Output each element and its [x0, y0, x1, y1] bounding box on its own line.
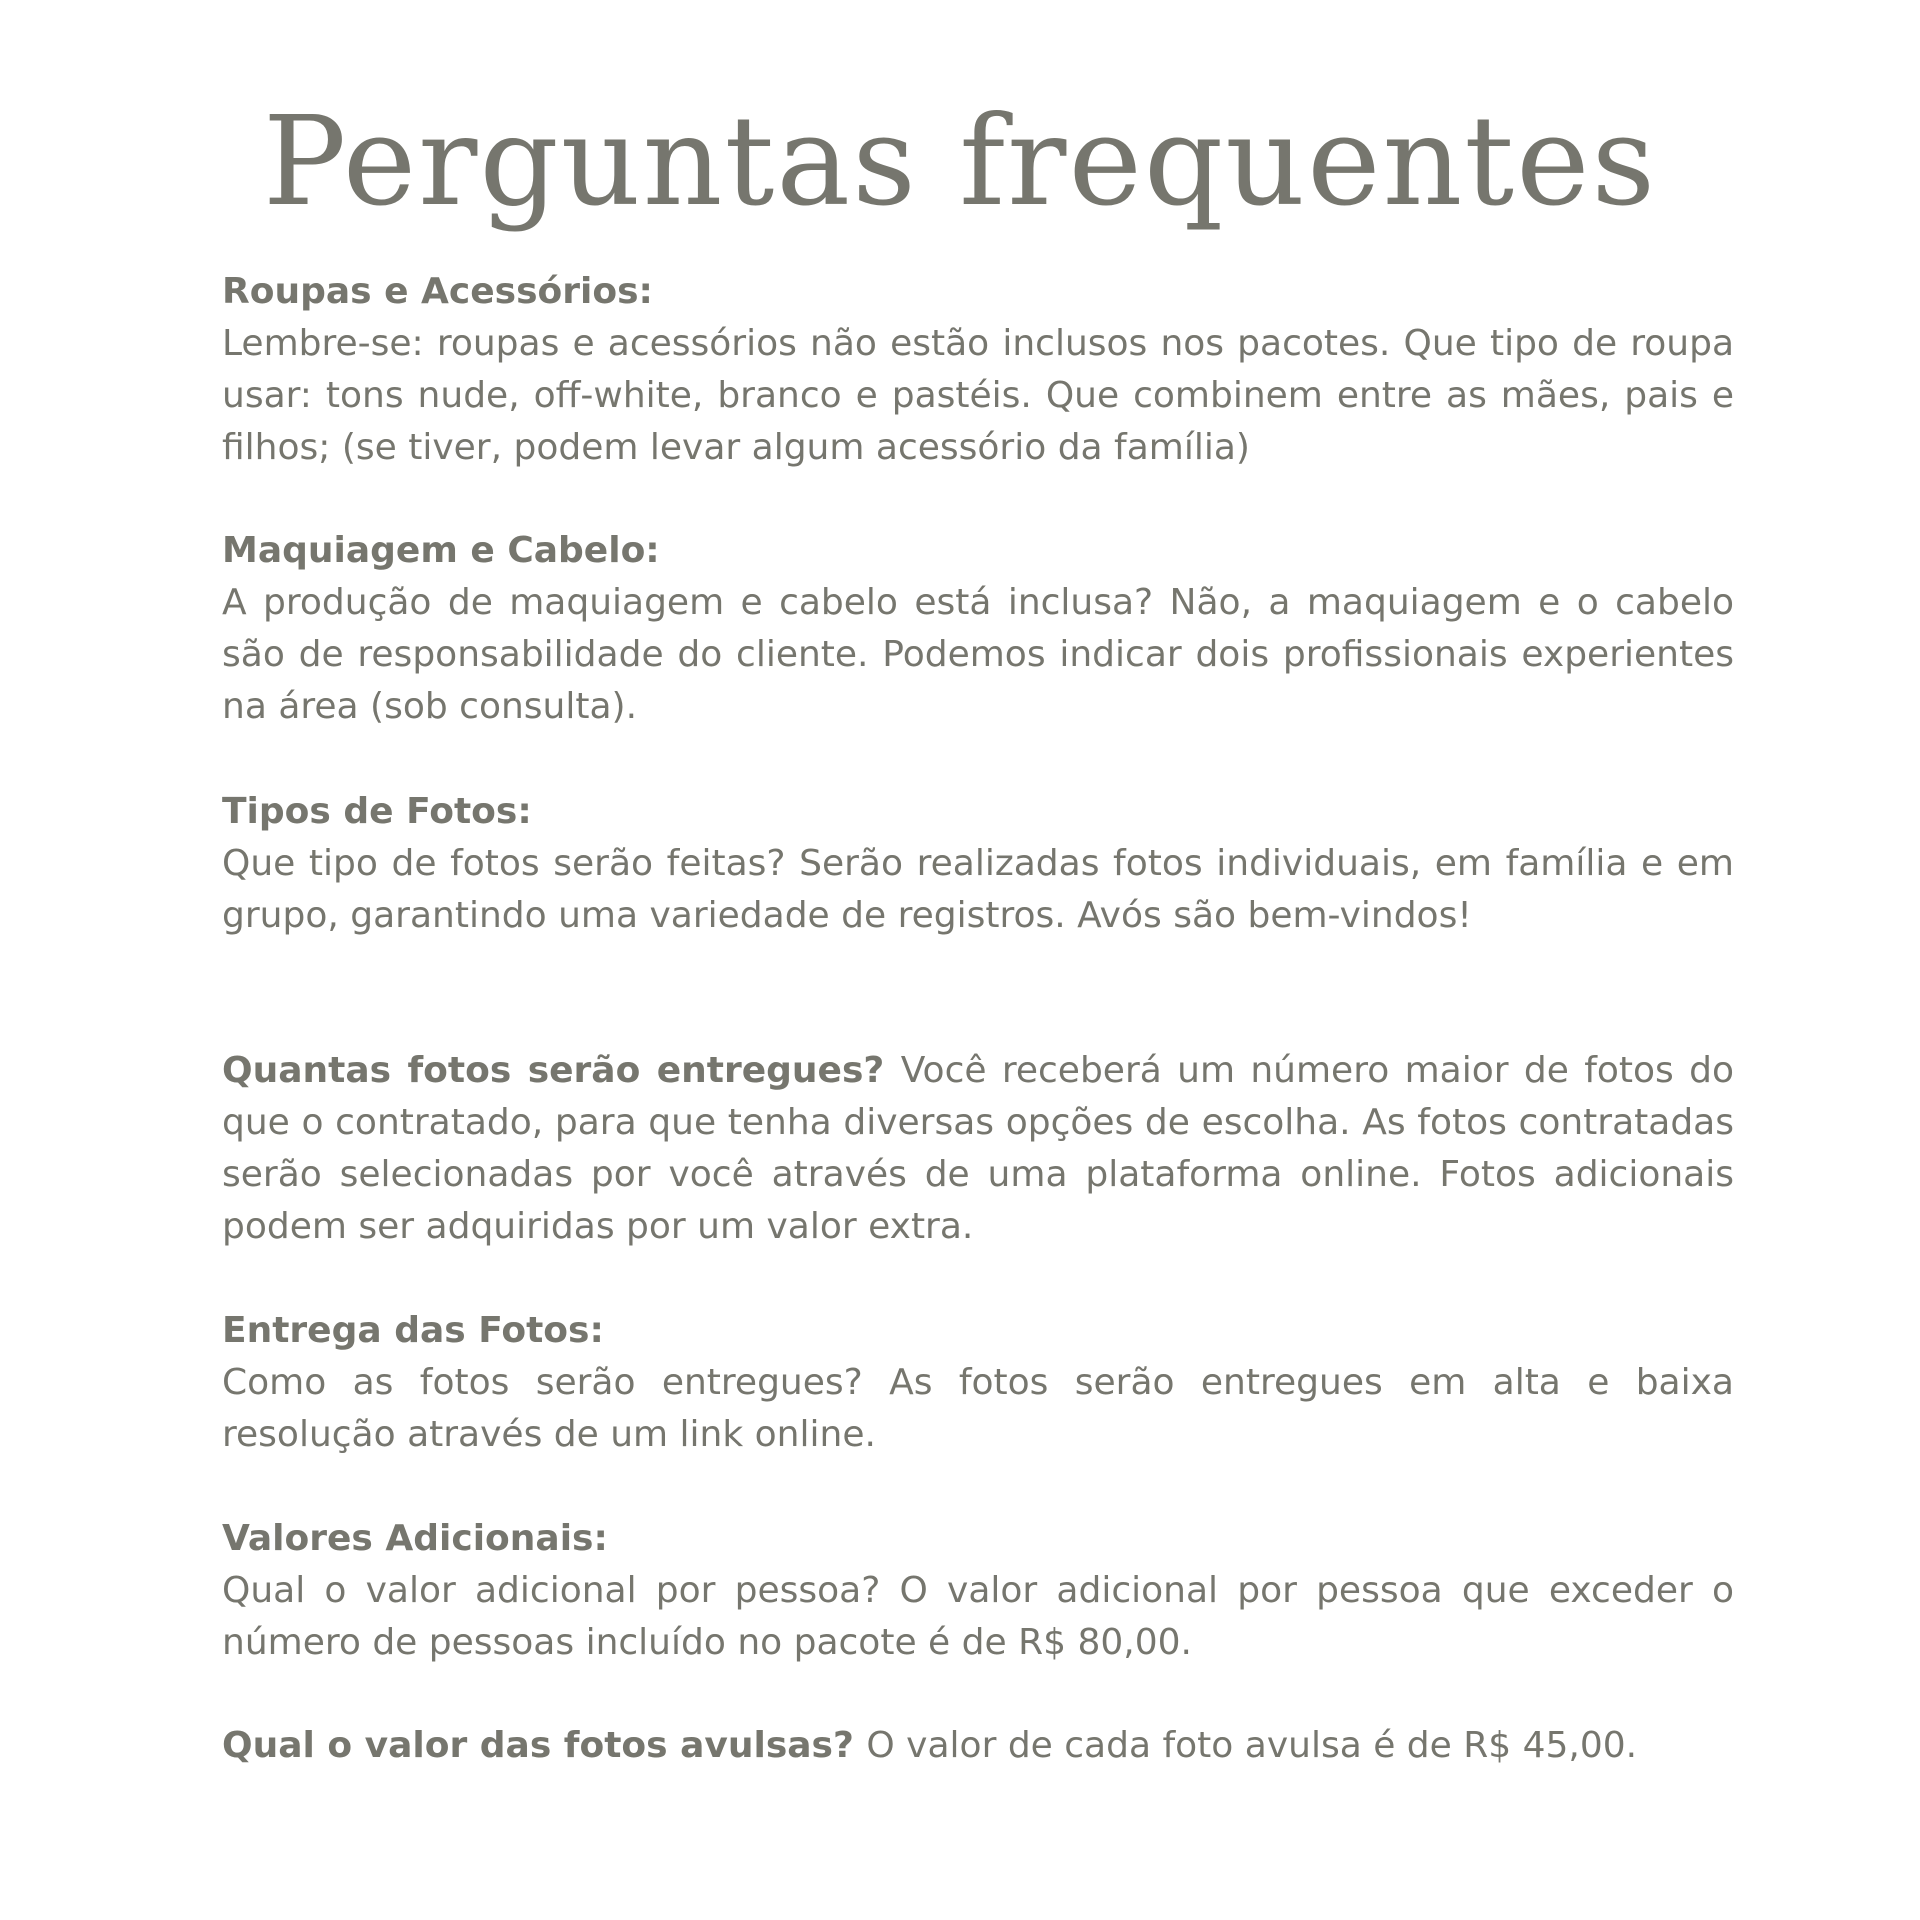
faq-body: Qual o valor adicional por pessoa? O valor adicional por pessoa que exceder o número de pessoas incluído no pacote é de R$ 80,00.	[222, 1570, 1734, 1663]
faq-valores-adicionais	[222, 1513, 1734, 1669]
faq-quantas-fotos	[222, 1045, 1734, 1253]
faq-heading: Entrega das Fotos:	[222, 1310, 604, 1351]
faq-body: A produção de maquiagem e cabelo está inclusa? Não, a maquiagem e o cabelo são de responsabilidade do cliente. Podemos indicar dois profissionais experientes na área (sob consulta).	[222, 582, 1734, 727]
faq-fotos-avulsas	[222, 1720, 1734, 1772]
faq-roupas-acessorios	[222, 266, 1734, 474]
faq-heading: Qual o valor das fotos avulsas?	[222, 1725, 867, 1766]
faq-body: Como as fotos serão entregues? As fotos serão entregues em alta e baixa resolução através de um link online.	[222, 1362, 1734, 1455]
faq-body: Lembre-se: roupas e acessórios não estão inclusos nos pacotes. Que tipo de roupa usar: tons nude, off-white, branco e pastéis. Que combinem entre as mães, pais e filhos; (se tiver, podem levar algum acessório da família)	[222, 323, 1734, 468]
faq-heading: Tipos de Fotos:	[222, 791, 532, 832]
faq-maquiagem-cabelo	[222, 525, 1734, 733]
faq-heading: Valores Adicionais:	[222, 1518, 608, 1559]
faq-body: O valor de cada foto avulsa é de R$ 45,00.	[866, 1725, 1638, 1766]
page-title: Perguntas frequentes	[262, 90, 1658, 234]
faq-entrega-das-fotos	[222, 1305, 1734, 1461]
faq-heading: Maquiagem e Cabelo:	[222, 530, 660, 571]
faq-heading: Quantas fotos serão entregues?	[222, 1050, 901, 1091]
faq-heading: Roupas e Acessórios:	[222, 271, 653, 312]
faq-tipos-de-fotos	[222, 786, 1734, 942]
faq-body: Que tipo de fotos serão feitas? Serão realizadas fotos individuais, em família e em grupo, garantindo uma variedade de registros. Avós são bem-vindos!	[222, 843, 1734, 936]
faq-body: Você receberá um número maior de fotos do que o contratado, para que tenha diversas opções de escolha. As fotos contratadas serão selecionadas por você através de uma plataforma online. Fotos adicionais podem ser adquiridas por um valor extra.	[222, 1050, 1735, 1247]
